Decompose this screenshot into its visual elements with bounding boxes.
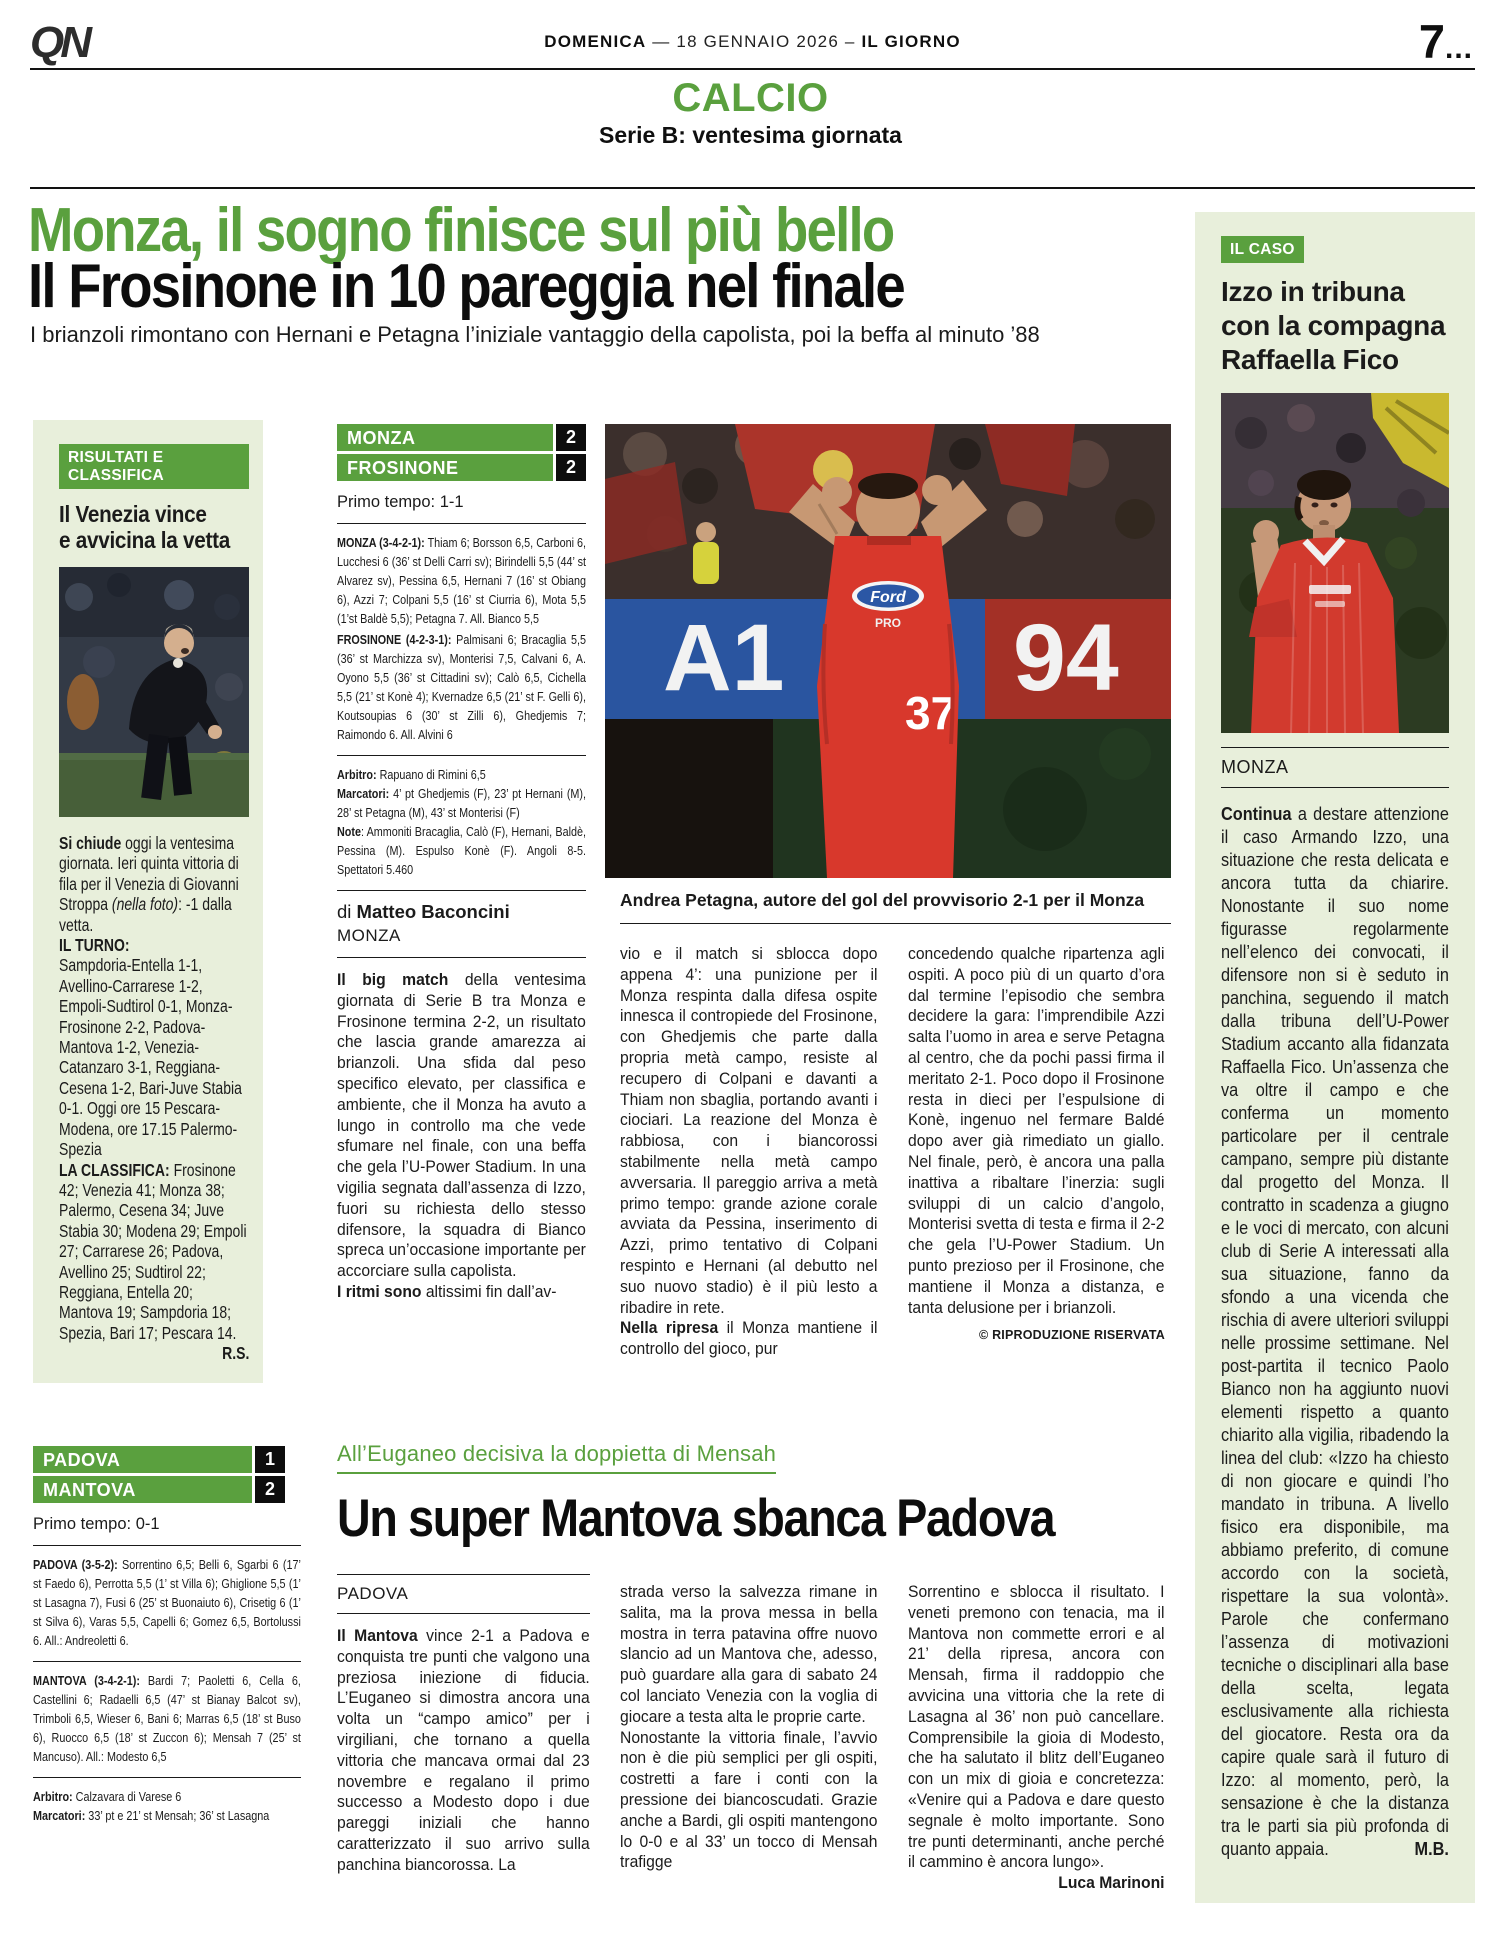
article-paragraph: Il big match della ventesima giornata di Serie B tra Monza e Frosinone termina 2-2, un risultato che lascia grande amarezza ai brianzoli. Una sfida dal peso specifico elevato, per classifica e ambiente, che il Monza ha avuto a lungo in controllo ma che vede sfumare nel finale, con una beffa che gela l’U-Power Stadium. In una vigilia segnata dall’assenza di Izzo, fuori su richiesta dello stesso difensore, la squadra di Bianco spreca un’occasione importante per accorciare sulla capolista.: [337, 971, 586, 1281]
classifica: LA CLASSIFICA: Frosinone 42; Venezia 41; Monza 38; Palermo, Cesena 34; Juve Stabia 30; Modena 29; Empoli 27; Carrarese 26; Padova, Avellino 25; Sudtirol 22; Reggiana, Entella 20; Mantova 19; Sampdoria 18; Spezia, Bari 17; Pescara 14. R.S.: [59, 1159, 250, 1364]
caso-dateline: MONZA: [1221, 747, 1449, 788]
score-away: 2: [556, 454, 586, 481]
lead-headline-black: Il Frosinone in 10 pareggia nel finale: [28, 252, 905, 321]
masthead-dateline: [30, 32, 1475, 52]
score-home: 2: [556, 424, 586, 451]
page-dots: ...: [1444, 32, 1473, 65]
lead-standfirst: I brianzoli rimontano con Hernani e Petagna l’iniziale vantaggio della capolista, poi la beffa al minuto ’88: [30, 322, 1040, 347]
petagna-photo: [605, 424, 1171, 878]
results-signature: R.S.: [222, 1343, 250, 1364]
monza-player-photo: [1221, 393, 1449, 733]
section-subtitle: Serie B: ventesima giornata: [599, 122, 902, 148]
team-away: MANTOVA: [33, 1476, 252, 1503]
article-paragraph: concedendo qualche ripartenza agli ospiti. A poco più di un quarto d’ora dal termine l’episodio che sembra decidere la gara: l’imprendibile Azzi salta l’uomo in area e serve Petagna al centro, che da pochi passi firma il meritato 2-1. Poco dopo il Frosinone resta in dieci per l’espulsione di Konè, ingenuo nel fermare Baldé dopo aver già rimediato un giallo. Nel finale, però, è ancora una palla inattiva a ribaltare l’inerzia: sugli sviluppi di un calcio d’angolo, Monterisi svetta di testa e firma il 2-2 che gela l’U-Power Stadium. Un punto prezioso per il Frosinone, che mantiene il Monza a distanza, e tanta delusione per i brianzoli.: [908, 945, 1165, 1317]
scorers: Marcatori: 4’ pt Ghedjemis (F), 23’ pt Hernani (M), 28’ st Petagna (M), 43’ st Monterisi (F): [337, 786, 586, 820]
svg-text:A1: A1: [663, 605, 785, 711]
divider: [337, 957, 586, 958]
article-paragraph: I ritmi sono altissimi fin dall’av-: [337, 1282, 557, 1301]
lead-rule: [30, 187, 1475, 189]
results-box: [33, 420, 263, 1383]
article-paragraph: Nella ripresa il Monza mantiene il controllo del gioco, pur: [620, 1319, 878, 1359]
divider: [337, 755, 586, 756]
results-title: Il Venezia vince e avvicina la vetta: [59, 501, 230, 553]
caso-box: [1195, 212, 1475, 1903]
divider: [33, 1661, 301, 1662]
article-paragraph: vio e il match si sblocca dopo appena 4’: una punizione per il Monza respinta dalla difesa ospite innesca il contropiede del Frosinone, con Ghedjemis che parte dalla propria metà campo, resiste al recupero di Colpani e davanti a Thiam non sbaglia, portando avanti i ciociari. La reazione del Monza è rabbiosa, con i biancorossi stabilmente nella metà campo avversaria. Il pareggio arriva a metà primo tempo: grande azione corale avviata da Pessina, inserimento di Azzi, primo tentativo di Colpani respinto e Hernani (al debutto nel suo nuovo stadio) è il più lesto a ribadire in rete.: [620, 945, 878, 1317]
divider: [33, 1545, 301, 1546]
article-dateline: MONZA: [337, 926, 401, 945]
article-dateline: PADOVA: [337, 1574, 590, 1614]
lineup-padova: PADOVA (3-5-2): Sorrentino 6,5; Belli 6, Sgarbi 6 (17’ st Faedo 6), Perrotta 5,5 (1’ st Villa 6); Ghiglione 5,5 (1’ st Lasagna 7), Fusi 6 (25’ st Buonaiuto 6), Crisetig 6 (1’ st Silva 6), Varas 5,5, Capelli 6; Gomez 6,5, Bortolussi 6. All.: Andreoletti 6.: [33, 1557, 301, 1648]
bottom-kicker: All’Euganeo decisiva la doppietta di Mensah: [337, 1441, 776, 1474]
caso-kicker: IL CASO: [1221, 236, 1304, 263]
article-paragraph: Sorrentino e sblocca il risultato. I veneti premono con tenacia, ma il Mantova non commette errori e al 21’ della ripresa, ancora con Mensah, firma il raddoppio che avvicina una vittoria che la rete di Lasagna al 36’ non può cancellare. Comprensibile la gioia di Modesto, che ha salutato il blitz dell’Euganeo con un mix di gioia e concretezza: «Venire qui a Padova e dare questo segnale è molto importante. Sono tre punti determinanti, anche perché il cammino è ancora lungo». Luca Marinoni: [908, 1583, 1165, 1893]
scorebar-mantova: [33, 1476, 285, 1503]
referee: Arbitro: Rapuano di Rimini 6,5: [337, 767, 486, 782]
results-text: [59, 833, 250, 1364]
scorebar-frosinone: [337, 454, 586, 481]
caso-signature: M.B.: [1414, 1838, 1449, 1859]
lineup-frosinone: FROSINONE (4-2-3-1): Palmisani 6; Bracaglia 5,5 (36’ st Marchizza sv), Monterisi 7,5, Calvani 6, A. Oyono 5,5 (36’ st Cittadini sv); Calò 6,5, Cichella 5,5 (21’ st Konè 4); Kvernadze 6,5 (21’ st F. Gelli 6), Koutsoupias 6 (30’ st Zilli 6), Ghedjemis 7; Raimondo 6. All. Alvini 6: [337, 632, 586, 742]
article-paragraph: Nonostante la vittoria finale, l’avvio non è die più semplici per gli ospiti, costretti a fare i conti con la pressione dei biancoscudati. Grazie anche a Bardi, gli ospiti mantengono lo 0-0 e al 33’ un tocco di Mensah trafigge: [620, 1728, 878, 1872]
svg-text:37: 37: [905, 687, 957, 739]
stroppa-photo: [59, 567, 249, 817]
score-home: 1: [255, 1446, 285, 1473]
bottom-article-head: [337, 1441, 1177, 1549]
article-column-3: [620, 944, 878, 1360]
section-title: CALCIO: [672, 76, 829, 120]
halftime-score: Primo tempo: 0-1: [33, 1515, 160, 1533]
caso-article: Continua a destare attenzione il caso Armando Izzo, una situazione che resta delicata e ancora tutta da chiarire. Nonostante il suo nome figurasse regolarmente nell’elenco dei convocati, il difensore non si è seduto in panchina, seguendo il match dalla tribuna dell’U-Power Stadium accanto alla fidanzata Raffaella Fico. Un’assenza che va oltre il campo e che conferma un momento particolare per il centrale campano, sempre più distante dal progetto del Monza. Il contratto in scadenza a giugno e le voci di mercato, con alcuni club di Serie A interessati alla sua situazione, fanno da sfondo a una vicenda che rischia di avere ulteriori sviluppi nelle prossime settimane. Nel post-partita il tecnico Paolo Bianco non ha aggiunto nuovi elementi rispetto a quanto chiarito alla vigilia, ribadendo la linea del club: «Izzo ha chiesto di non giocare e quindi l’ho mandato in tribuna. A livello fisico era disponibile, ma abbiamo preferito, di comune accordo con la società, rispettare la sua volontà». Parole che confermano l’assenza di motivazioni tecniche o disciplinari alla base della scelta, legata esclusivamente alla richiesta del giocatore. Resta ora da capire quale sarà il futuro di Izzo: al momento, però, la sensazione è che la distanza tra le parti sia più profonda di quanto appaia. M.B.: [1221, 803, 1449, 1859]
referee: Arbitro: Calzavara di Varese 6: [33, 1789, 182, 1804]
score-away: 2: [255, 1476, 285, 1503]
scorebar-padova: [33, 1446, 285, 1473]
date-label: — 18 GENNAIO 2026 –: [646, 32, 862, 51]
svg-text:94: 94: [1013, 605, 1119, 711]
svg-text:PRO: PRO: [874, 616, 902, 630]
team-home: PADOVA: [33, 1446, 252, 1473]
divider: [620, 923, 1171, 924]
team-home: MONZA: [337, 424, 553, 451]
article-paragraph: Il Mantova vince 2-1 a Padova e conquista tre punti che valgono una preziosa iniezione di fiducia. L’Euganeo si dimostra ancora una volta un “campo amico” per i virgiliani, che tornano a quella vittoria che mancava ormai dal 23 novembre e regalano il primo successo a Modesto dopo i due pareggi iniziali che hanno caratterizzato il suo arrivo sulla panchina biancorossa. La: [337, 1627, 590, 1874]
svg-text:Ford: Ford: [870, 589, 906, 606]
turno-results: Sampdoria-Entella 1-1, Avellino-Carrarese 1-2, Empoli-Sudtirol 0-1, Monza-Frosinone 2-2, Padova-Mantova 1-2, Venezia-Catanzaro 3-1, Reggiana-Cesena 1-2, Bari-Juve Stabia 0-1. Oggi ore 15 Pescara-Modena, ore 17.15 Palermo-Spezia: [59, 955, 242, 1160]
match-report-column: [337, 424, 586, 1303]
masthead: [30, 14, 1475, 68]
caso-title: Izzo in tribuna con la compagna Raffaella Fico: [1221, 276, 1446, 375]
bottom-headline: Un super Mantova sbanca Padova: [337, 1489, 1055, 1548]
divider: [337, 523, 586, 524]
article-column-4: [908, 944, 1165, 1342]
scorers: Marcatori: 33’ pt e 21’ st Mensah; 36’ st Lasagna: [33, 1808, 270, 1823]
paper-name: IL GIORNO: [861, 32, 961, 51]
lineup-mantova: MANTOVA (3-4-2-1): Bardi 7; Paoletti 6, Cella 6, Castellini 6; Radaelli 6,5 (47’ st Bianay Balcot sv), Trimboli 6,5, Wieser 6, Bani 6; Marras 6,5 (18’ st Buso 6), Ruocco 6,5 (18’ st Zuccon 6); Mensah 7 (25’ st Mancuso). All.: Modesto 6,5: [33, 1673, 301, 1764]
divider: [337, 890, 586, 891]
byline: di Matteo Baconcini: [337, 901, 510, 922]
article-paragraph: strada verso la salvezza rimane in salita, ma la prova messa in bella mostra in terra patavina offre nuovo slancio ad un Mantova che, adesso, può guardare alla gara di sabato 24 col lanciato Venezia con la voglia di giocare a testa alta le proprie carte.: [620, 1583, 878, 1726]
bottom-column-c: [908, 1582, 1165, 1894]
bottom-signature: Luca Marinoni: [1058, 1874, 1165, 1893]
scorebar-monza: [337, 424, 586, 451]
bottom-column-a: [337, 1574, 590, 1876]
team-away: FROSINONE: [337, 454, 553, 481]
lead-headline-green: Monza, il sogno finisce sul più bello: [28, 196, 894, 265]
divider: [33, 1777, 301, 1778]
turno-label: IL TURNO:: [59, 935, 130, 956]
padova-mantova-column: [33, 1446, 301, 1825]
halftime-score: Primo tempo: 1-1: [337, 493, 464, 511]
bottom-column-b: [620, 1582, 878, 1873]
results-intro: Si chiude oggi la ventesima giornata. Ieri quinta vittoria di fila per il Venezia di Giovanni Stroppa (nella foto): -1 dalla vetta.: [59, 833, 239, 935]
qn-logo: QN: [30, 18, 88, 67]
copyright-notice: © RIPRODUZIONE RISERVATA: [978, 1328, 1165, 1343]
page-number: 7...: [1418, 15, 1473, 68]
main-photo-block: [605, 424, 1171, 924]
results-kicker: RISULTATI E CLASSIFICA: [59, 444, 249, 489]
lineup-monza: MONZA (3-4-2-1): Thiam 6; Borsson 6,5, Carboni 6, Lucchesi 6 (36’ st Delli Carri sv); Birindelli 5,5 (44’ st Alvarez sv), Pessina 6,5, Hernani 7 (16’ st Obiang 6), Azzi 7; Colpani 5,5 (16’ st Ciurria 6), Mota 5,5 (1’st Baldè 5,5); Petagna 7. All. Bianco 5,5: [337, 535, 587, 626]
match-notes: Note: Ammoniti Bracaglia, Calò (F), Hernani, Baldè, Pessina (M). Espulso Konè (F). Angoli 8-5. Spettatori 5.460: [337, 824, 586, 877]
photo-caption: Andrea Petagna, autore del gol del provvisorio 2-1 per il Monza: [620, 890, 1145, 910]
day-label: DOMENICA: [544, 32, 647, 51]
masthead-rule: [30, 68, 1475, 70]
